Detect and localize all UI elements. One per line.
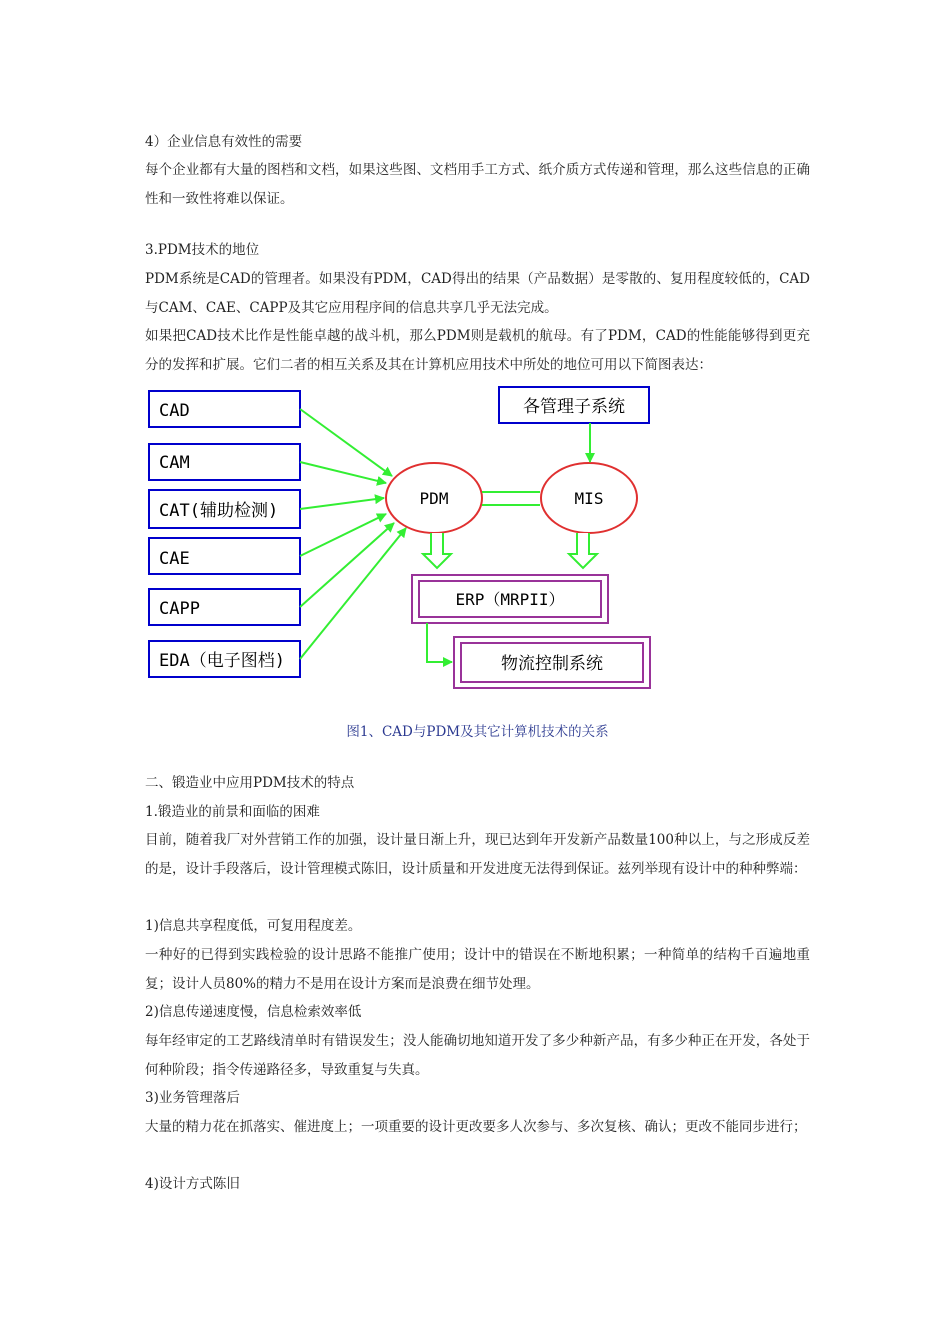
arrow-erp-logistics — [427, 623, 452, 662]
figure-caption: 图1、CAD与PDM及其它计算机技术的关系 — [346, 724, 609, 740]
list-item-3-heading: 3)业务管理落后 — [145, 1090, 240, 1106]
box-capp-label: CAPP — [159, 599, 200, 619]
list-item-2-heading: 2)信息传递速度慢，信息检索效率低 — [145, 1004, 362, 1020]
box-cad-label: CAD — [159, 401, 190, 421]
heading-enterprise-info: 4）企业信息有效性的需要 — [145, 134, 303, 150]
paragraph-pdm-manager: PDM系统是CAD的管理者。如果没有PDM，CAD得出的结果（产品数据）是零散的、复用程度较低的，CAD与CAM、CAE、CAPP及其它应用程序间的信息共享几乎无法完成。 — [145, 271, 810, 316]
arrow-cat-pdm — [300, 498, 384, 509]
box-cam — [149, 444, 300, 480]
box-logistics-label: 物流控制系统 — [501, 654, 603, 674]
subheading-forging-prospects: 1.锻造业的前景和面临的困难 — [145, 804, 320, 820]
box-cat — [149, 490, 300, 528]
paragraph-pdm-carrier: 如果把CAD技术比作是性能卓越的战斗机，那么PDM则是载机的航母。有了PDM，CAD的性能能够得到更充分的发挥和扩展。它们二者的相互关系及其在计算机应用技术中所处的地位可用以下简图表达： — [145, 328, 810, 373]
box-erp-label: ERP（MRPII） — [455, 590, 565, 609]
box-cae-label: CAE — [159, 549, 190, 569]
arrow-cae-pdm — [300, 514, 386, 556]
box-eda-label: EDA（电子图档) — [159, 651, 285, 671]
list-item-4-heading: 4)设计方式陈旧 — [145, 1176, 240, 1192]
list-item-1-heading: 1)信息共享程度低，可复用程度差。 — [145, 918, 362, 934]
link-pdm-mis — [482, 492, 540, 505]
box-eda — [149, 641, 300, 677]
node-pdm-label: PDM — [419, 489, 449, 508]
box-logistics — [454, 637, 650, 688]
arrow-capp-pdm — [300, 523, 394, 607]
box-cat-label: CAT(辅助检测) — [159, 501, 279, 521]
box-management-subsystems — [499, 387, 649, 423]
pdm-relationship-diagram — [140, 378, 660, 698]
box-cad — [149, 391, 300, 427]
arrows-to-pdm — [300, 409, 406, 659]
box-cam-label: CAM — [159, 453, 190, 473]
box-management-subsystems-label: 各管理子系统 — [523, 397, 625, 417]
paragraph-forging-difficulties: 目前，随着我厂对外营销工作的加强，设计量日渐上升，现已达到年开发新产品数量100种以上，与之形成反差的是，设计手段落后，设计管理模式陈旧，设计质量和开发进度无法得到保证。兹列举现有设计中的种种弊端： — [145, 832, 810, 877]
node-pdm — [386, 463, 482, 533]
heading-pdm-position: 3.PDM技术的地位 — [145, 242, 260, 258]
list-item-2-text: 每年经审定的工艺路线清单时有错误发生；没人能确切地知道开发了多少种新产品，有多少种正在开发，各处于何种阶段；指令传递路径多，导致重复与失真。 — [145, 1033, 810, 1078]
hollow-arrow-pdm-erp — [423, 533, 451, 568]
hollow-arrow-mis-erp — [569, 533, 597, 568]
box-capp — [149, 589, 300, 625]
box-erp — [412, 575, 608, 623]
box-cae — [149, 538, 300, 574]
list-item-1-text: 一种好的已得到实践检验的设计思路不能推广使用；设计中的错误在不断地积累；一种简单的结构千百遍地重复；设计人员80%的精力不是用在设计方案而是浪费在细节处理。 — [145, 947, 810, 992]
node-mis-label: MIS — [574, 489, 604, 508]
list-item-3-text: 大量的精力花在抓落实、催进度上；一项重要的设计更改要多人次参与、多次复核、确认；更改不能同步进行； — [145, 1119, 807, 1135]
heading-forging-pdm: 二、锻造业中应用PDM技术的特点 — [145, 775, 355, 791]
paragraph-enterprise-info: 每个企业都有大量的图档和文档，如果这些图、文档用手工方式、纸介质方式传递和管理，那么这些信息的正确性和一致性将难以保证。 — [145, 162, 810, 207]
arrow-cam-pdm — [300, 462, 386, 483]
node-mis — [541, 463, 637, 533]
